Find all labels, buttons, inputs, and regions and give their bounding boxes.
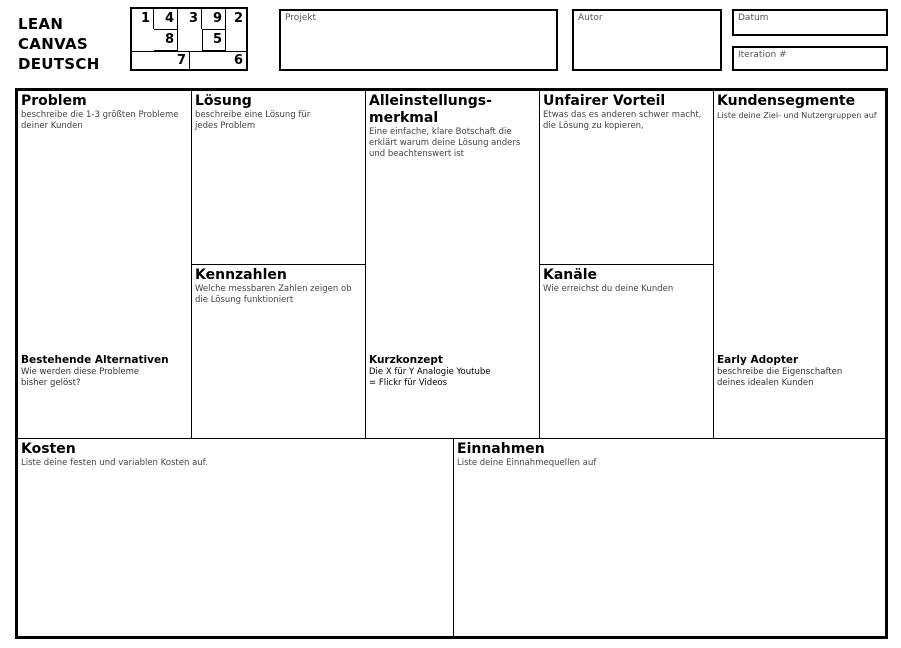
- grid-cell-segmente: 2: [233, 11, 243, 26]
- early-adopter-section: [717, 354, 877, 389]
- logo-line-3: DEUTSCH: [18, 55, 100, 73]
- loesung-block[interactable]: [191, 90, 366, 265]
- vorteil-title: Unfairer Vorteil: [543, 93, 666, 109]
- projekt-label: Projekt: [285, 13, 317, 23]
- kennzahlen-block[interactable]: [191, 264, 366, 439]
- kanaele-desc: Wie erreichst du deine Kunden: [543, 284, 674, 294]
- kanaele-title: Kanäle: [543, 267, 598, 283]
- iteration-field[interactable]: [732, 46, 888, 71]
- datum-field[interactable]: [732, 9, 888, 36]
- vorteil-block[interactable]: [539, 90, 714, 265]
- lean-canvas: [15, 88, 888, 639]
- loesung-title: Lösung: [195, 93, 252, 109]
- segmente-desc: Liste deine Ziel- und Nutzergruppen auf: [717, 111, 877, 120]
- loesung-desc: beschreibe eine Lösung für jedes Problem: [195, 110, 311, 131]
- datum-label: Datum: [738, 13, 769, 23]
- grid-cell-kennzahlen: 8: [154, 29, 178, 51]
- grid-cell-kanaele: 5: [202, 29, 226, 51]
- kurzkonzept-title: Kurzkonzept: [369, 354, 443, 366]
- problem-title: Problem: [21, 93, 87, 109]
- einnahmen-desc: Liste deine Einnahmequellen auf: [457, 458, 597, 468]
- kennzahlen-title: Kennzahlen: [195, 267, 287, 283]
- autor-label: Autor: [578, 13, 603, 23]
- grid-cell-vorteil: 9: [202, 9, 226, 29]
- kosten-title: Kosten: [21, 441, 76, 457]
- kennzahlen-desc: Welche messbaren Zahlen zeigen ob die Lösung funktioniert: [195, 284, 352, 305]
- early-adopter-desc: beschreibe die Eigenschaften deines idealen Kunden: [717, 367, 843, 388]
- usp-block[interactable]: [365, 90, 540, 439]
- early-adopter-title: Early Adopter: [717, 354, 799, 366]
- projekt-field[interactable]: [279, 9, 558, 71]
- usp-title: Alleinstellungs-merkmal: [369, 93, 492, 126]
- segmente-block[interactable]: [713, 90, 886, 439]
- logo-line-1: LEAN: [18, 15, 64, 33]
- kosten-block[interactable]: [17, 438, 454, 637]
- einnahmen-title: Einnahmen: [457, 441, 545, 457]
- kurzkonzept-section: [369, 354, 499, 389]
- problem-block[interactable]: [17, 90, 192, 439]
- kurzkonzept-desc: Die X für Y Analogie Youtube = Flickr für Videos: [369, 367, 491, 388]
- usp-desc: Eine einfache, klare Botschaft die erklärt warum deine Lösung anders und beachtenswert ist: [369, 127, 521, 159]
- alternativen-desc: Wie werden diese Probleme bisher gelöst?: [21, 367, 140, 388]
- order-grid: [130, 7, 248, 71]
- alternativen-title: Bestehende Alternativen: [21, 354, 169, 366]
- kanaele-block[interactable]: [539, 264, 714, 439]
- grid-cell-loesung: 4: [154, 9, 178, 29]
- vorteil-desc: Etwas das es anderen schwer macht, die Lösung zu kopieren,: [543, 110, 702, 131]
- einnahmen-block[interactable]: [453, 438, 886, 637]
- grid-cell-problem: 1: [132, 9, 154, 29]
- grid-cell-kosten: 7: [132, 51, 190, 69]
- alternativen-section: [21, 354, 186, 389]
- grid-cell-usp: 3: [178, 9, 202, 29]
- grid-cell-einnahmen: 6: [190, 51, 246, 69]
- kosten-desc: Liste deine festen und variablen Kosten auf.: [21, 458, 208, 468]
- problem-desc: beschreibe die 1-3 größten Probleme deiner Kunden: [21, 110, 179, 131]
- autor-field[interactable]: [572, 9, 722, 71]
- logo: [18, 14, 100, 74]
- logo-line-2: CANVAS: [18, 35, 88, 53]
- iteration-label: Iteration #: [738, 50, 787, 60]
- segmente-title: Kundensegmente: [717, 93, 856, 109]
